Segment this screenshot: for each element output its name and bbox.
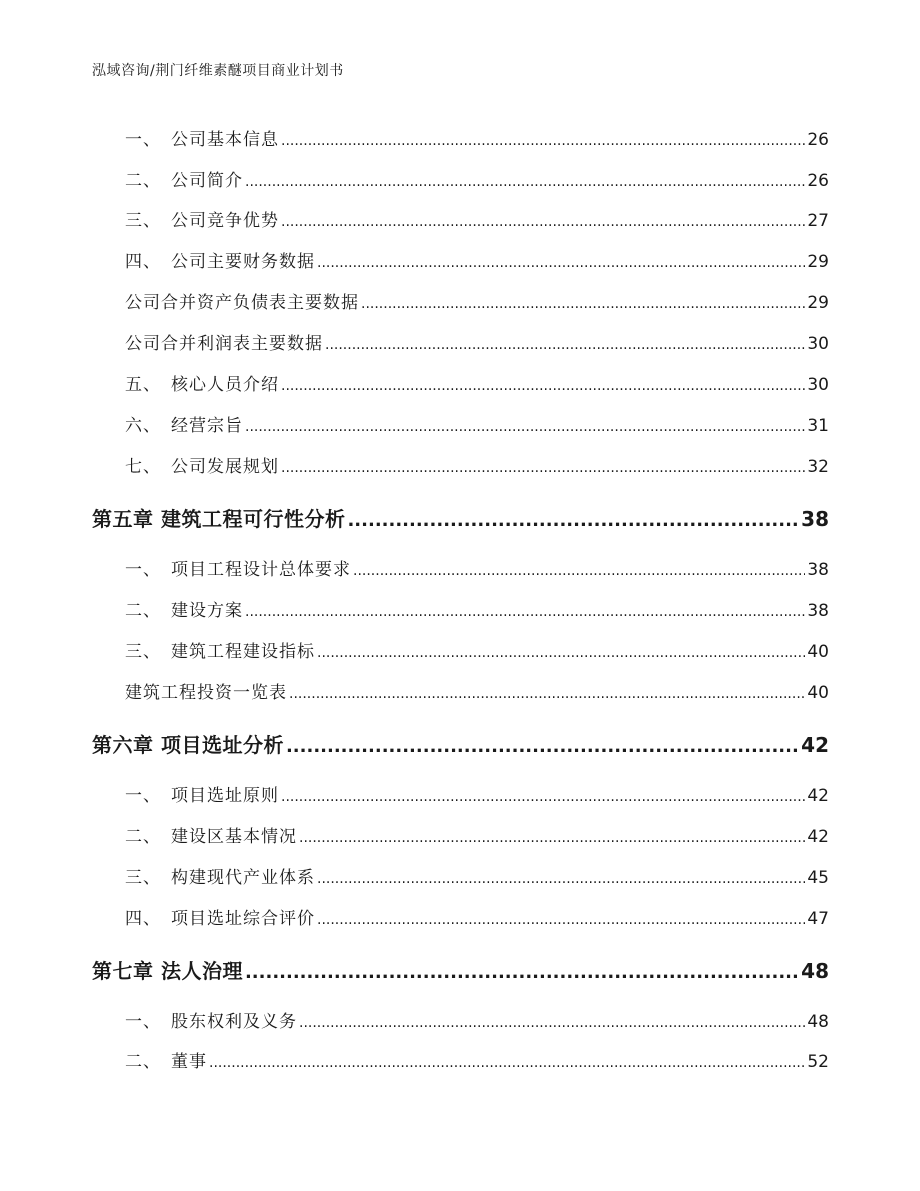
- toc-entry-number: 二、: [125, 1052, 161, 1072]
- toc-chapter-page: 42: [801, 733, 829, 757]
- running-header: 泓域咨询/荆门纤维素醚项目商业计划书: [92, 63, 344, 79]
- toc-entry[interactable]: [125, 637, 829, 662]
- toc-entry[interactable]: [125, 166, 829, 191]
- toc-entry[interactable]: [125, 411, 829, 436]
- toc-entry[interactable]: [125, 822, 829, 847]
- toc-entry-number: 二、: [125, 601, 161, 621]
- toc-leader-dots: [209, 1055, 805, 1071]
- toc-entry-page: 42: [807, 827, 829, 847]
- toc-entry-page: 30: [807, 375, 829, 395]
- toc-chapter-title: 第七章 法人治理: [92, 959, 243, 983]
- toc-leader-dots: [347, 510, 799, 531]
- toc-leader-dots: [317, 255, 805, 271]
- toc-entry[interactable]: [125, 904, 829, 929]
- toc-entry-title: 股东权利及义务: [171, 1012, 297, 1032]
- toc-chapter-title: 第六章 项目选址分析: [92, 733, 284, 757]
- toc-entry-title: 构建现代产业体系: [171, 868, 315, 888]
- toc-leader-dots: [317, 871, 805, 887]
- toc-entry-title: 公司合并利润表主要数据: [125, 334, 323, 354]
- toc-leader-dots: [245, 962, 799, 983]
- toc-entry-page: 45: [807, 868, 829, 888]
- toc-entry[interactable]: [125, 288, 829, 313]
- toc-leader-dots: [281, 460, 805, 476]
- toc-entry-title: 公司基本信息: [171, 130, 279, 150]
- toc-entry[interactable]: [125, 206, 829, 231]
- toc-chapter[interactable]: [92, 955, 829, 984]
- toc-entry-page: 48: [807, 1012, 829, 1032]
- toc-entry-page: 29: [807, 252, 829, 272]
- toc-leader-dots: [245, 174, 805, 190]
- toc-entry-number: 四、: [125, 252, 161, 272]
- toc-entry-title: 公司发展规划: [171, 457, 279, 477]
- toc-entry[interactable]: [125, 1007, 829, 1032]
- toc-entry-number: 一、: [125, 130, 161, 150]
- toc-entry[interactable]: [125, 678, 829, 703]
- toc-chapter-title: 第五章 建筑工程可行性分析: [92, 507, 346, 531]
- toc-leader-dots: [353, 563, 805, 579]
- toc-chapter-page: 38: [801, 507, 829, 531]
- toc-leader-dots: [317, 912, 805, 928]
- toc-entry-title: 建筑工程投资一览表: [125, 683, 287, 703]
- toc-chapter[interactable]: [92, 503, 829, 532]
- toc-entry-title: 项目选址综合评价: [171, 909, 315, 929]
- toc-entry-page: 30: [807, 334, 829, 354]
- toc-entry-title: 项目选址原则: [171, 786, 279, 806]
- toc-entry-title: 经营宗旨: [171, 416, 243, 436]
- toc-entry[interactable]: [125, 125, 829, 150]
- toc-entry-page: 40: [807, 683, 829, 703]
- toc-entry-page: 26: [807, 130, 829, 150]
- toc-entry-title: 建筑工程建设指标: [171, 642, 315, 662]
- toc-entry-page: 42: [807, 786, 829, 806]
- toc-entry-page: 26: [807, 171, 829, 191]
- toc-entry-title: 公司主要财务数据: [171, 252, 315, 272]
- toc-entry-number: 三、: [125, 642, 161, 662]
- toc-entry-number: 二、: [125, 171, 161, 191]
- toc-entry-number: 三、: [125, 868, 161, 888]
- toc-leader-dots: [299, 830, 805, 846]
- toc-entry[interactable]: [125, 370, 829, 395]
- toc-entry[interactable]: [125, 863, 829, 888]
- toc-entry-title: 核心人员介绍: [171, 375, 279, 395]
- toc-entry-number: 六、: [125, 416, 161, 436]
- toc-entry-page: 32: [807, 457, 829, 477]
- toc-entry[interactable]: [125, 452, 829, 477]
- toc-entry-number: 五、: [125, 375, 161, 395]
- toc-entry-page: 47: [807, 909, 829, 929]
- toc-entry-page: 52: [807, 1052, 829, 1072]
- toc-leader-dots: [281, 789, 805, 805]
- toc-entry-number: 一、: [125, 560, 161, 580]
- toc-entry[interactable]: [125, 781, 829, 806]
- toc-leader-dots: [286, 736, 799, 757]
- toc-chapter[interactable]: [92, 729, 829, 758]
- toc-entry[interactable]: [125, 1047, 829, 1072]
- toc-leader-dots: [317, 645, 805, 661]
- toc-leader-dots: [245, 604, 805, 620]
- toc-entry-page: 38: [807, 560, 829, 580]
- toc-entry-page: 40: [807, 642, 829, 662]
- toc-entry-page: 31: [807, 416, 829, 436]
- toc-leader-dots: [245, 419, 805, 435]
- toc-entry-title: 建设区基本情况: [171, 827, 297, 847]
- toc-entry-number: 一、: [125, 1012, 161, 1032]
- toc-entry-title: 公司简介: [171, 171, 243, 191]
- toc-entry-title: 董事: [171, 1052, 207, 1072]
- toc-entry-number: 一、: [125, 786, 161, 806]
- toc-leader-dots: [325, 337, 805, 353]
- toc-entry-title: 公司合并资产负债表主要数据: [125, 293, 359, 313]
- toc-leader-dots: [289, 686, 805, 702]
- toc-leader-dots: [299, 1015, 805, 1031]
- toc-entry-title: 公司竞争优势: [171, 211, 279, 231]
- toc-leader-dots: [281, 214, 805, 230]
- toc-leader-dots: [281, 378, 805, 394]
- toc-entry-number: 七、: [125, 457, 161, 477]
- toc-entry-page: 38: [807, 601, 829, 621]
- toc-leader-dots: [361, 296, 805, 312]
- toc-entry-number: 二、: [125, 827, 161, 847]
- toc-entry-number: 四、: [125, 909, 161, 929]
- toc-entry-title: 项目工程设计总体要求: [171, 560, 351, 580]
- toc-entry-title: 建设方案: [171, 601, 243, 621]
- toc-chapter-page: 48: [801, 959, 829, 983]
- toc-leader-dots: [281, 133, 805, 149]
- toc-entry-page: 27: [807, 211, 829, 231]
- toc-entry[interactable]: [125, 329, 829, 354]
- toc-entry[interactable]: [125, 247, 829, 272]
- toc-entry[interactable]: [125, 596, 829, 621]
- toc-entry-number: 三、: [125, 211, 161, 231]
- toc-entry-page: 29: [807, 293, 829, 313]
- toc-entry[interactable]: [125, 555, 829, 580]
